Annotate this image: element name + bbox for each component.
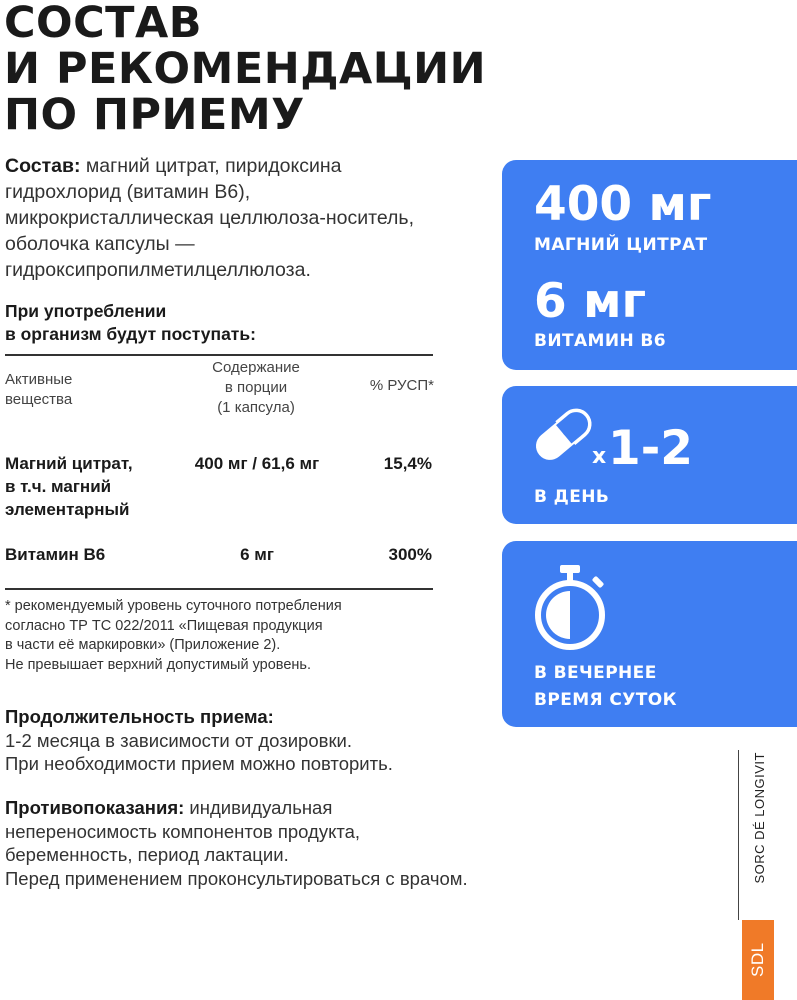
contraindications-label: Противопоказания: <box>5 797 185 818</box>
table-header-rdi: % РУСП* <box>369 377 434 394</box>
intake-heading <box>5 300 256 346</box>
b6-dose-value: 6 мг <box>534 274 647 329</box>
dose-card <box>502 160 797 370</box>
composition-label: Состав: <box>5 155 81 177</box>
footnote-line: * рекомендуемый уровень суточного потребления <box>5 598 342 614</box>
frequency-count: 1-2 <box>608 421 693 476</box>
timing-label-line: В ВЕЧЕРНЕЕ <box>534 663 657 683</box>
frequency-multiplier: x <box>592 444 607 469</box>
contraindications-text: индивидуальная <box>184 797 333 818</box>
cell-text: Магний цитрат, <box>5 454 133 473</box>
duration-label: Продолжительность приема: <box>5 706 274 727</box>
intake-heading-line: в организм будут поступать: <box>5 324 256 344</box>
table-row-magnesium-amount: 400 мг / 61,6 мг <box>194 454 320 473</box>
header-text: (1 капсула) <box>217 399 295 416</box>
table-header-content <box>180 358 332 418</box>
contraindications-line: Перед применением проконсультироваться с врачом. <box>5 867 468 889</box>
brand-name: SORC DÉ LONGIVIT <box>752 752 767 884</box>
table-header-substances <box>5 370 72 410</box>
b6-dose-label: ВИТАМИН В6 <box>534 331 667 351</box>
magnesium-dose-label: МАГНИЙ ЦИТРАТ <box>534 235 708 255</box>
header-text: Содержание <box>212 359 300 376</box>
brand-abbr-tag <box>742 920 774 1000</box>
cell-text: в т.ч. магний <box>5 477 112 496</box>
capsule-icon <box>528 400 598 470</box>
stopwatch-icon <box>530 563 610 653</box>
table-row-b6-amount: 6 мг <box>240 545 274 564</box>
timing-card <box>502 541 797 727</box>
footnote <box>5 597 445 675</box>
contraindications-section <box>5 796 565 890</box>
contraindications-line: беременность, период лактации. <box>5 844 289 865</box>
table-row-b6-name: Витамин В6 <box>5 545 106 564</box>
header-text: Активные <box>5 371 73 388</box>
header-text: в порции <box>224 379 288 396</box>
intake-heading-line: При употреблении <box>5 301 167 321</box>
header-text: вещества <box>5 391 73 408</box>
duration-line: При необходимости прием можно повторить. <box>5 753 393 774</box>
timing-label <box>534 660 677 714</box>
title-line: СОСТАВ <box>4 0 203 48</box>
table-row-magnesium-percent: 15,4% <box>383 454 432 473</box>
cell-text: элементарный <box>5 500 130 519</box>
composition-paragraph <box>5 153 425 283</box>
table-bottom-rule <box>5 588 433 590</box>
page-title <box>4 0 486 138</box>
composition-text: магний цитрат, пиридоксина гидрохлорид (витамин В6), микрокристаллическая целлюлоза-носитель, оболочка капсулы — гидроксипропилметилцеллюлоза. <box>5 155 415 281</box>
footnote-line: в части её маркировки» (Приложение 2). <box>5 637 281 653</box>
table-top-rule <box>5 354 433 356</box>
frequency-label: В ДЕНЬ <box>534 487 610 507</box>
timing-label-line: ВРЕМЯ СУТОК <box>534 690 677 710</box>
contraindications-line: непереносимость компонентов продукта, <box>5 820 361 842</box>
duration-line: 1-2 месяца в зависимости от дозировки. <box>5 729 353 751</box>
brand-divider <box>738 750 739 920</box>
brand-abbr: SDL <box>748 942 767 978</box>
footnote-line: согласно ТР ТС 022/2011 «Пищевая продукция <box>5 617 323 634</box>
table-row-b6-percent: 300% <box>388 545 432 564</box>
magnesium-dose-value: 400 мг <box>534 177 712 232</box>
table-row-magnesium-name <box>5 452 133 521</box>
footnote-line: Не превышает верхний допустимый уровень. <box>5 656 311 673</box>
title-line: И РЕКОМЕНДАЦИИ <box>4 44 487 94</box>
frequency-card <box>502 386 797 524</box>
duration-section <box>5 705 565 776</box>
title-line: ПО ПРИЕМУ <box>4 90 305 140</box>
